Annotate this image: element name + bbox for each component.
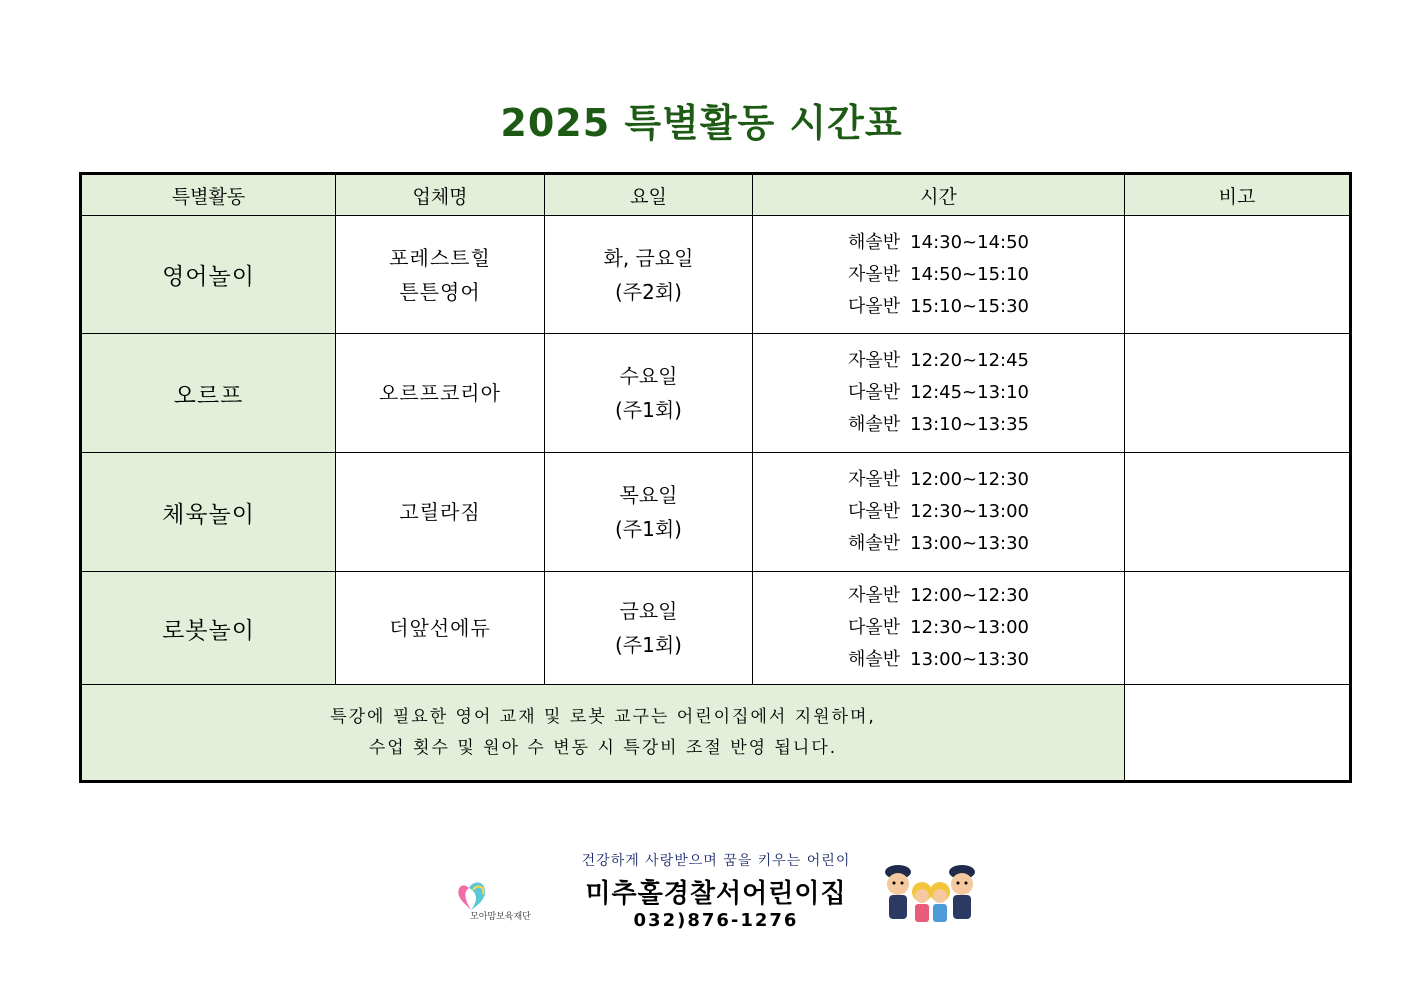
activity-cell: 로봇놀이 <box>81 572 336 685</box>
time-slot <box>753 528 1124 560</box>
activity-cell: 오르프 <box>81 334 336 453</box>
time-slot <box>753 580 1124 612</box>
footer-note-line: 특강에 필요한 영어 교재 및 로봇 교구는 어린이집에서 지원하며, <box>330 706 876 727</box>
class-name: 다올반 <box>848 501 901 522</box>
time-range: 12:45~13:10 <box>910 382 1029 403</box>
class-name: 해솔반 <box>848 231 901 253</box>
class-name: 자올반 <box>848 263 901 285</box>
foundation-label: 모아맘보육재단 <box>470 912 531 922</box>
class-name: 해솔반 <box>848 533 901 554</box>
header-day: 요일 <box>545 174 753 216</box>
time-cell <box>753 453 1125 572</box>
time-slot <box>753 259 1124 291</box>
time-slot <box>753 409 1124 441</box>
time-range: 14:30~14:50 <box>910 231 1029 253</box>
time-range: 15:10~15:30 <box>910 295 1029 317</box>
class-name: 다올반 <box>848 295 901 317</box>
time-cell <box>753 334 1125 453</box>
company-line: 포레스트힐 <box>389 245 491 270</box>
time-range: 12:30~13:00 <box>910 501 1029 522</box>
class-name: 해솔반 <box>848 649 901 670</box>
time-range: 14:50~15:10 <box>910 263 1029 285</box>
day-cell <box>545 453 753 572</box>
organization-slogan: 건강하게 사랑받으며 꿈을 키우는 어린이 <box>581 853 851 869</box>
note-cell <box>1125 216 1351 334</box>
note-cell <box>1125 334 1351 453</box>
time-slot <box>753 345 1124 377</box>
header-row <box>81 174 1351 216</box>
time-slot <box>753 291 1124 323</box>
frequency-line: (주2회) <box>615 279 682 304</box>
note-cell <box>1125 453 1351 572</box>
class-name: 해솔반 <box>848 414 901 435</box>
footer-note-blank-cell <box>1125 685 1351 782</box>
page-title: 2025 특별활동 시간표 <box>500 101 903 145</box>
organization-name: 미추홀경찰서어린이집 <box>585 879 847 909</box>
time-range: 12:00~12:30 <box>910 469 1029 490</box>
table-row <box>81 334 1351 453</box>
company-line: 튼튼영어 <box>399 279 481 304</box>
day-cell <box>545 334 753 453</box>
footer-note-row <box>81 685 1351 782</box>
company-line: 고릴라짐 <box>399 500 481 524</box>
table-row <box>81 572 1351 685</box>
note-cell <box>1125 572 1351 685</box>
company-cell <box>336 216 545 334</box>
header-activity: 특별활동 <box>81 174 336 216</box>
time-slot <box>753 464 1124 496</box>
header-time: 시간 <box>753 174 1125 216</box>
footer-note-cell <box>81 685 1125 782</box>
frequency-line: (주1회) <box>615 517 682 541</box>
day-line: 수요일 <box>619 364 678 388</box>
header-note: 비고 <box>1125 174 1351 216</box>
day-line: 화, 금요일 <box>603 245 694 270</box>
time-range: 13:10~13:35 <box>910 414 1029 435</box>
day-line: 목요일 <box>619 483 678 507</box>
schedule-table <box>79 172 1352 783</box>
time-slot <box>753 644 1124 676</box>
time-cell <box>753 572 1125 685</box>
time-cell <box>753 216 1125 334</box>
class-name: 자올반 <box>848 585 901 606</box>
time-range: 12:00~12:30 <box>910 585 1029 606</box>
footer-note-line: 수업 횟수 및 원아 수 변동 시 특강비 조절 반영 됩니다. <box>368 737 838 758</box>
day-cell <box>545 216 753 334</box>
time-range: 13:00~13:30 <box>910 533 1029 554</box>
police-mascots-icon <box>880 860 980 926</box>
company-line: 오르프코리아 <box>379 381 501 405</box>
time-slot <box>753 612 1124 644</box>
class-name: 자올반 <box>848 469 901 490</box>
company-line: 더앞선에듀 <box>389 616 491 640</box>
day-cell <box>545 572 753 685</box>
company-cell <box>336 572 545 685</box>
day-line: 금요일 <box>619 599 678 623</box>
company-cell <box>336 334 545 453</box>
time-slot <box>753 377 1124 409</box>
organization-phone: 032)876-1276 <box>633 910 799 931</box>
class-name: 자올반 <box>848 350 901 371</box>
time-range: 12:20~12:45 <box>910 350 1029 371</box>
frequency-line: (주1회) <box>615 398 682 422</box>
time-slot <box>753 496 1124 528</box>
time-slot <box>753 227 1124 259</box>
activity-cell: 영어놀이 <box>81 216 336 334</box>
company-cell <box>336 453 545 572</box>
frequency-line: (주1회) <box>615 633 682 657</box>
time-range: 13:00~13:30 <box>910 649 1029 670</box>
table-row <box>81 453 1351 572</box>
header-company: 업체명 <box>336 174 545 216</box>
class-name: 다올반 <box>848 617 901 638</box>
class-name: 다올반 <box>848 382 901 403</box>
activity-cell: 체육놀이 <box>81 453 336 572</box>
time-range: 12:30~13:00 <box>910 617 1029 638</box>
table-row <box>81 216 1351 334</box>
